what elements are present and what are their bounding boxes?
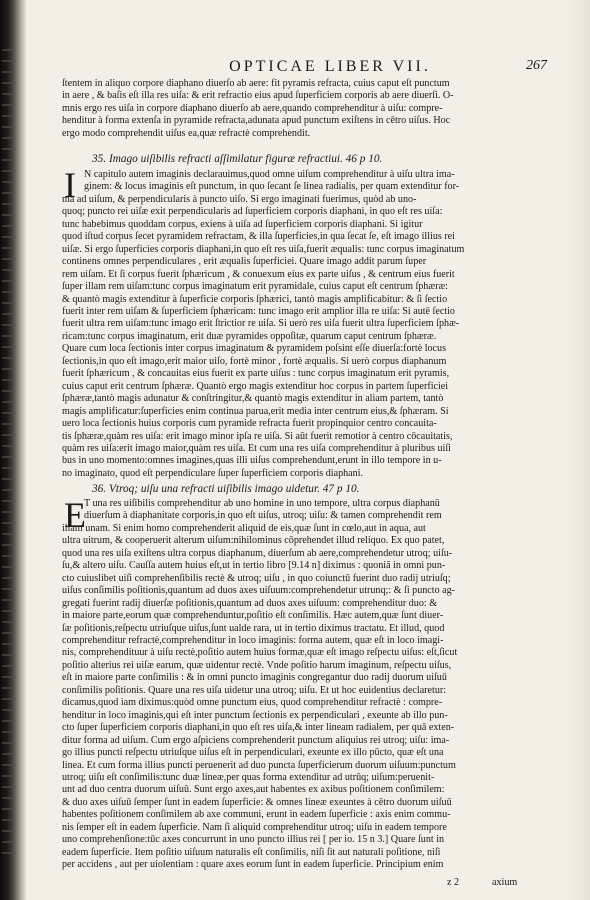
text-line: cuius caput erit centrum ſphæræ. Quantò ergo magis extenditur hoc corpus in partem ſuperficiei — [62, 380, 449, 392]
text-line: T una res uiſibilis comprehenditur ab uno homine in uno tempore, ultra corpus diaphanū — [84, 498, 440, 509]
text-line: ditur forma ad uiſum. Cum ergo aſpiciens comprehenderit punctum aliquius rei utroq; uiſu: ima- — [62, 734, 450, 746]
text-line: eſt in maiore parte conſimilis : & in omni puncto imaginis congregantur duo radij duorum uiſuū — [62, 672, 447, 684]
text-line: dicamus,quod iam diximus:quòd omne punctum eius, quod comprehenditur refractè : compre- — [62, 697, 443, 709]
text-line: go illius puncti reſpectu utriuſque uiſus eſt in perpendiculari, exeunte ex illo pūcto, quæ eſt una — [62, 747, 444, 759]
section-36-body — [62, 495, 542, 872]
page-edge — [570, 0, 590, 900]
text-line: habentes poſitionem conſimilem ab axe communi, erunt in eadem ſuperficie : axis enim commu- — [62, 809, 451, 821]
text-line: in maiore parte,eorum quæ comprehenduntur,poſitio eſt conſimilis. Hæc autem,quæ ſunt diuer- — [62, 610, 444, 622]
text-line: rem uiſam. Et ſi corpus fuerit ſphæricum , & conuexum eius ex parte uiſus , & centrum eius fuerit — [62, 268, 455, 280]
text-line: bus in uno momento:omnes imagines,quas illi uiſus comprehendunt,erunt in illo tempore in u- — [62, 455, 442, 467]
text-line: henditur à forma extenſa in pyramide refracta,adunata apud punctum exiſtens in cētro uiſus. Hoc — [62, 115, 451, 127]
text-line: henditur in loco imaginis,qui eſt inter punctum ſectionis ex perpendiculari , exeunte ab illo pun- — [62, 709, 448, 721]
text-line: in aere , & baſis eſt illa res uiſa: & erit refractio eius apud ſuperficiem corporis ab aere diuerſi. O- — [62, 90, 454, 102]
text-line: quoq; puncto rei uiſæ exit perpendicularis ad ſuperficiem corporis diaphani, in quo eſt res uiſa: — [62, 206, 443, 218]
catchword: axium — [492, 877, 518, 888]
text-line: ultra uitrum, & cooperuerit alterum uiſum:nihilominus cōprehendet illud reliquo. Ex quo patet, — [62, 535, 445, 547]
text-line: poſitio alterius rei uiſæ earum, quæ uidentur rectè. Vnde poſitio harum imaginum, reſpectu uiſus, — [62, 659, 452, 671]
text-line: conſimilis poſitionis. Quare una res uiſa uidetur una utroq; uiſu. Et ut hoc euidentius declaretur: — [62, 684, 447, 696]
text-line: fuerit inter rem uiſam & ſuperficiem ſphæricam: tunc imago erit amplior illa re uiſa: Si autē ſectio — [62, 305, 455, 317]
text-line: fuerit ultra rem uiſam:tunc imago erit ſtrictior re uiſa. Si uerò res uiſa fuerit ultra ſuperficiem ſphæ- — [62, 318, 460, 330]
section-36-heading: 36. Vtroq; uiſu una refracti uiſibilis imago uidetur. 47 p 10. — [92, 483, 360, 495]
text-line: uiſus conſimilis poſitionis,quantum ad duos axes uiſuum:comprehendetur utrunq;: & ſi puncto ag- — [62, 585, 456, 597]
text-line: N capitulo autem imaginis declarauimus,quod omne uiſum comprehenditur à uiſu ultra ima- — [84, 169, 455, 180]
text-line: ergo modo comprehendit uiſus ea,quæ refractè comprehendit. — [62, 127, 311, 139]
text-line: comprehenditur refractè,comprehenditur in loco imaginis: forma autem, quæ eſt in loco imagi- — [62, 634, 444, 646]
text-line: quod iſtud corpus ſecet pyramidem refractam, & illa ſuperficies,in qua ſecat ſe, eſt imago illius rei — [62, 231, 455, 243]
text-line: continens omnes perpendiculares , erit æqualis ſuperficiei. Quare imago addit parum ſuper — [62, 256, 427, 268]
text-line: uno comprehenſione:tūc axes concurrunt in uno puncto illius rei [ per io. 15 n 3.] Quare ſunt in — [62, 834, 445, 846]
text-line: cto cuiuslibet uiſi comprehenſibilis rectè & utroq; uiſu , in quo coiunctū fuerint duo radij utriuſq; — [62, 572, 451, 584]
text-line: uiſæ. Si ergo ſuperficies corporis diaphani,in quo eſt res uiſa,fuerit æqualis: tunc corpus imaginatum — [62, 243, 465, 255]
text-line: ſtentem in aliquo corpore diaphano diuerſo ab aere: fit pyramis refracta, cuius caput eſt punctum — [62, 78, 450, 89]
text-line: unt ad duo centra duorum uiſuū. Sunt ergo axes,aut habentes ex axibus poſitionem conſimilem: — [62, 784, 445, 796]
text-line: mnis ergo res uiſa in corpore diaphano diuerſo ab aere,quando comprehenditur à uiſu: compre- — [62, 102, 443, 114]
text-line: ricam:tunc corpus imaginatum, erit duæ pyramides oppoſitæ, quarum caput centrum ſphæræ. — [62, 330, 437, 342]
running-head: OPTICAE LIBER VII. — [229, 58, 431, 75]
section-35-heading: 35. Imago uiſibilis refracti aſſimilatur figuræ refractiui. 46 p 10. — [92, 153, 383, 165]
text-line: ſectionis,in quo eſt imago,erit maior uiſo, fortè minor , fortè æqualis. Si uerò corpus diaphanum — [62, 355, 447, 367]
text-line: tunc habebimus quoddam corpus, exiens à uiſa ad ſuperficiem corporis diaphani. Si igitur — [62, 218, 423, 230]
text-line: ginem: & locus imaginis eſt punctum, in quo ſecant ſe linea radialis, per quam extenditur for- — [84, 181, 460, 193]
text-line: per accidens , aut per uiolentiam : quare axes eorum ſunt in eadem ſuperficie. Principium enim — [62, 859, 444, 871]
section-35-dropcap: I — [64, 165, 76, 205]
signature-mark: z 2 — [447, 877, 460, 888]
text-line: ſuper illam rem uiſam:tunc corpus imaginatum erit pyramidale, cuius caput eſt centrum ſphæræ: — [62, 281, 448, 293]
text-line: cto ſuper ſuperficiem corporis diaphani,in quo eſt res uiſa,& inter lineam radialem, per quā exten- — [62, 722, 455, 734]
text-line: eadem ſuperficie. Item poſitio uiſuum naturalis eſt conſimilis, niſi ſit aut naturali poſitione, niſi — [62, 846, 441, 858]
text-line: uero loca ſectionis huius corporis cum pyramide refracta fuerit propinquior centro concauita- — [62, 418, 437, 430]
page-number: 267 — [526, 58, 547, 73]
text-line: tis ſphæræ,quàm res uiſa: erit imago minor ipſa re uiſa. Si aūt fuerit remotior à centro cōcauitatis, — [62, 430, 453, 442]
text-line: ſæ poſitionis,reſpectu utriuſque uiſus,ſunt ualde rara, ut in tertio diximus tractatu. Et illud, quod — [62, 622, 445, 634]
text-line: quàm res uiſa:erit imago maior,quàm res uiſa. Et cum una res uiſa comprehenditur à pluribus uiſi — [62, 442, 451, 454]
section-35-body — [62, 165, 542, 480]
text-line: ſu,& altero uiſu. Cauſſa autem huius eſt,ut in tertio libro [9.14 n] diximus : quoniā in omni pun- — [62, 560, 446, 572]
text-line: ma ad uiſum, & perpendicularis à puncto uiſo. Si ergo imaginati fuerimus, quòd ab uno- — [62, 193, 417, 205]
text-line: diuerſum à diaphanitate corporis,in quo eſt uiſus, utroq; uiſu: & tamen comprehendit rem — [84, 510, 442, 522]
text-line: illam unam. Si enim homo comprehenderit aliquid de eis,quæ ſunt in cœlo,aut in aqua, aut — [62, 522, 426, 534]
text-line: no imaginato, quod eſt perpendiculare ſuper ſuperficiem corporis diaphani. — [62, 467, 364, 479]
text-line: linea. Et cum forma illius puncti peruenerit ad duo puncta ſuperficierum duorum uiſuum:punctum — [62, 759, 456, 771]
text-line: Quare cum loca ſectionis inter corpus imaginatum & pyramidem poſsint eſſe diuerſa:fortè locus — [62, 343, 447, 355]
text-line: magis amplificatur:ſuperficies enim continua parua,erit media inter centrum eius,& ſphæram. Si — [62, 405, 449, 417]
text-line: nis, comprehendituur à uiſu rectè,poſitio autem huius formæ,quæ eſt imago reſpectu uiſus: eſt,ſicut — [62, 647, 458, 659]
intro-paragraph — [62, 78, 542, 140]
text-line: & quantò magis extenditur à ſuperficie corporis ſphærici, tantò magis amplificabitur: & ſi ſectio — [62, 293, 448, 305]
text-line: & duo axes uiſuū ſemper ſunt in eadem ſuperficie: & omnes lineæ exeuntes à cētro duorum uiſuū — [62, 796, 452, 808]
binding-stitches — [2, 40, 16, 860]
text-line: ſphæræ,tantò magis adunatur & conſtringitur,& quantò magis extenditur in aliam partem, tantò — [62, 393, 444, 405]
text-line: gregati fuerint radij diuerſæ poſitionis,quantum ad duos axes uiſuum: comprehenditur duo: & — [62, 597, 438, 609]
text-line: utroq; uiſu eſt conſimilis:tunc duæ lineæ,per quas forma extenditur ad utrūq; uiſum:peruenit- — [62, 771, 435, 783]
text-line: quod una res uiſa exiſtens ultra corpus diaphanum, diuerſum ab aere,comprehendetur utroq; uiſu- — [62, 547, 453, 559]
text-line: nis ſemper eſt in eadem ſuperficie. Nam ſi aliquid comprehenditur utroq; uiſu in eadem tempore — [62, 821, 447, 833]
book-spine — [0, 0, 26, 900]
text-line: fuerit ſphæricum , & concauitas eius fuerit ex parte uiſus : tunc corpus imaginatum erit pyramis, — [62, 368, 450, 380]
section-36-dropcap: E — [64, 495, 86, 535]
